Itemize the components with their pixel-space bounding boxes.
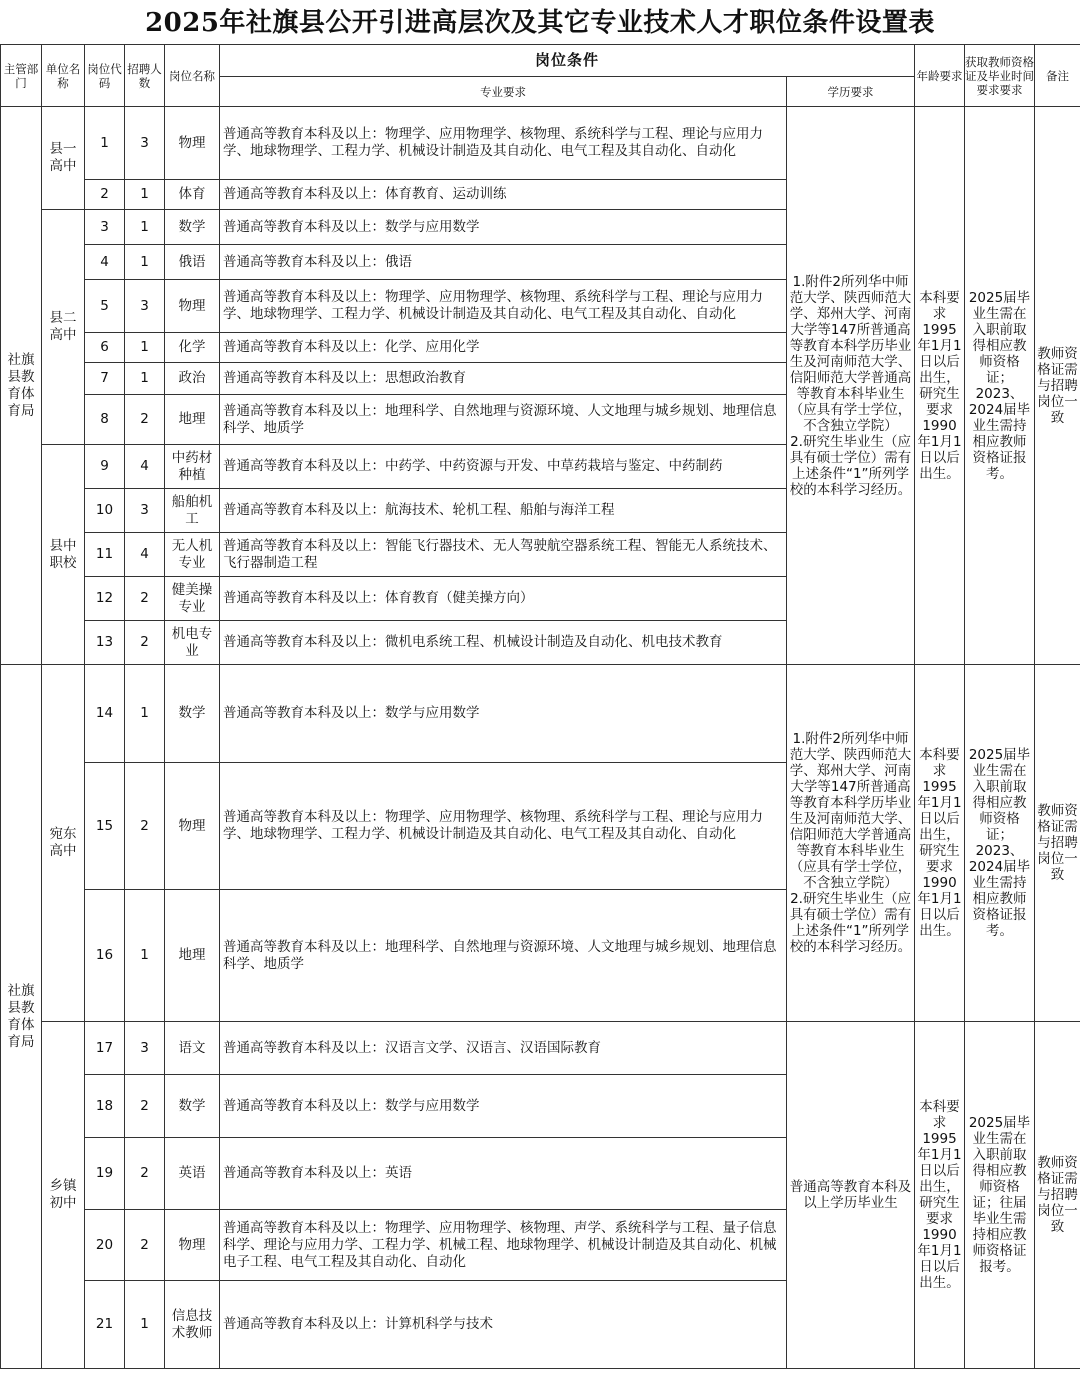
dept-cell: 社旗县教育体育局 xyxy=(1,107,42,665)
unit-cell: 县一高中 xyxy=(42,107,85,210)
count-cell: 2 xyxy=(125,1075,165,1138)
cert-cell: 2025届毕业生需在入职前取得相应教师资格证；2023、2024届毕业生需持相应教师资格证报考。 xyxy=(965,665,1035,1022)
header-education: 学历要求 xyxy=(787,77,915,107)
code-cell: 3 xyxy=(85,210,125,245)
cert-cell: 2025届毕业生需在入职前取得相应教师资格证；2023、2024届毕业生需持相应教师资格证报考。 xyxy=(965,107,1035,665)
remark-cell: 教师资格证需与招聘岗位一致 xyxy=(1035,1022,1080,1369)
cert-cell: 2025届毕业生需在入职前取得相应教师资格证；往届毕业生需持相应教师资格证报考。 xyxy=(965,1022,1035,1369)
major-cell: 普通高等教育本科及以上：思想政治教育 xyxy=(220,363,787,395)
major-cell: 普通高等教育本科及以上：计算机科学与技术 xyxy=(220,1281,787,1369)
major-cell: 普通高等教育本科及以上：化学、应用化学 xyxy=(220,333,787,363)
count-cell: 2 xyxy=(125,577,165,621)
position-cell: 信息技术教师 xyxy=(165,1281,220,1369)
code-cell: 1 xyxy=(85,107,125,180)
header-count: 招聘人数 xyxy=(125,45,165,107)
position-cell: 物理 xyxy=(165,107,220,180)
dept-cell: 社旗县教育体育局 xyxy=(1,665,42,1369)
code-cell: 8 xyxy=(85,395,125,445)
header-major: 专业要求 xyxy=(220,77,787,107)
major-cell: 普通高等教育本科及以上：地理科学、自然地理与资源环境、人文地理与城乡规划、地理信息科学、地质学 xyxy=(220,890,787,1022)
code-cell: 11 xyxy=(85,533,125,577)
remark-cell: 教师资格证需与招聘岗位一致 xyxy=(1035,665,1080,1022)
position-cell: 无人机专业 xyxy=(165,533,220,577)
age-cell: 本科要求1995年1月1日以后出生，研究生要求1990年1月1日以后出生。 xyxy=(915,1022,965,1369)
major-cell: 普通高等教育本科及以上：数学与应用数学 xyxy=(220,1075,787,1138)
education-cell: 1.附件2所列华中师范大学、陕西师范大学、郑州大学、河南大学等147所普通高等教育本科学历毕业生及河南师范大学、信阳师范大学普通高等教育本科毕业生（应具有学士学位，不含独立学院） 2.研究生毕业生（应具有硕士学位）需有上述条件“1”所列学校的本科学习经历。 xyxy=(787,107,915,665)
count-cell: 3 xyxy=(125,1022,165,1075)
major-cell: 普通高等教育本科及以上：航海技术、轮机工程、船舶与海洋工程 xyxy=(220,489,787,533)
code-cell: 17 xyxy=(85,1022,125,1075)
major-cell: 普通高等教育本科及以上：汉语言文学、汉语言、汉语国际教育 xyxy=(220,1022,787,1075)
position-cell: 数学 xyxy=(165,1075,220,1138)
count-cell: 1 xyxy=(125,890,165,1022)
major-cell: 普通高等教育本科及以上：体育教育、运动训练 xyxy=(220,180,787,210)
unit-cell: 县中职校 xyxy=(42,445,85,665)
code-cell: 19 xyxy=(85,1138,125,1210)
count-cell: 3 xyxy=(125,489,165,533)
major-cell: 普通高等教育本科及以上：英语 xyxy=(220,1138,787,1210)
code-cell: 16 xyxy=(85,890,125,1022)
age-cell: 本科要求1995年1月1日以后出生，研究生要求1990年1月1日以后出生。 xyxy=(915,665,965,1022)
count-cell: 1 xyxy=(125,210,165,245)
position-cell: 机电专业 xyxy=(165,621,220,665)
count-cell: 2 xyxy=(125,1210,165,1281)
code-cell: 18 xyxy=(85,1075,125,1138)
code-cell: 2 xyxy=(85,180,125,210)
count-cell: 4 xyxy=(125,445,165,489)
count-cell: 1 xyxy=(125,333,165,363)
major-cell: 普通高等教育本科及以上：体育教育（健美操方向） xyxy=(220,577,787,621)
code-cell: 9 xyxy=(85,445,125,489)
major-cell: 普通高等教育本科及以上：物理学、应用物理学、核物理、声学、系统科学与工程、量子信息科学、理论与应用力学、工程力学、机械工程、地球物理学、机械设计制造及其自动化、机械电子工程、电气工程及其自动化、自动化 xyxy=(220,1210,787,1281)
position-cell: 政治 xyxy=(165,363,220,395)
position-cell: 英语 xyxy=(165,1138,220,1210)
code-cell: 21 xyxy=(85,1281,125,1369)
count-cell: 1 xyxy=(125,180,165,210)
unit-cell: 县二高中 xyxy=(42,210,85,445)
unit-cell: 乡镇初中 xyxy=(42,1022,85,1369)
major-cell: 普通高等教育本科及以上：俄语 xyxy=(220,245,787,280)
code-cell: 6 xyxy=(85,333,125,363)
position-cell: 体育 xyxy=(165,180,220,210)
position-cell: 语文 xyxy=(165,1022,220,1075)
position-cell: 船舶机工 xyxy=(165,489,220,533)
major-cell: 普通高等教育本科及以上：数学与应用数学 xyxy=(220,665,787,763)
code-cell: 4 xyxy=(85,245,125,280)
position-cell: 数学 xyxy=(165,665,220,763)
position-cell: 中药材种植 xyxy=(165,445,220,489)
position-cell: 物理 xyxy=(165,1210,220,1281)
remark-cell: 教师资格证需与招聘岗位一致 xyxy=(1035,107,1080,665)
position-cell: 地理 xyxy=(165,890,220,1022)
code-cell: 14 xyxy=(85,665,125,763)
age-cell: 本科要求1995年1月1日以后出生，研究生要求1990年1月1日以后出生。 xyxy=(915,107,965,665)
count-cell: 3 xyxy=(125,107,165,180)
count-cell: 2 xyxy=(125,763,165,890)
unit-cell: 宛东高中 xyxy=(42,665,85,1022)
position-cell: 物理 xyxy=(165,763,220,890)
code-cell: 10 xyxy=(85,489,125,533)
major-cell: 普通高等教育本科及以上：数学与应用数学 xyxy=(220,210,787,245)
table-row xyxy=(1,665,1080,763)
code-cell: 5 xyxy=(85,280,125,333)
count-cell: 1 xyxy=(125,363,165,395)
code-cell: 13 xyxy=(85,621,125,665)
header-dept: 主管部门 xyxy=(1,45,42,107)
header-code: 岗位代码 xyxy=(85,45,125,107)
education-cell: 普通高等教育本科及以上学历毕业生 xyxy=(787,1022,915,1369)
code-cell: 12 xyxy=(85,577,125,621)
major-cell: 普通高等教育本科及以上：物理学、应用物理学、核物理、系统科学与工程、理论与应用力学、地球物理学、工程力学、机械设计制造及其自动化、电气工程及其自动化、自动化 xyxy=(220,763,787,890)
code-cell: 20 xyxy=(85,1210,125,1281)
count-cell: 2 xyxy=(125,395,165,445)
major-cell: 普通高等教育本科及以上：地理科学、自然地理与资源环境、人文地理与城乡规划、地理信息科学、地质学 xyxy=(220,395,787,445)
header-position: 岗位名称 xyxy=(165,45,220,107)
position-cell: 物理 xyxy=(165,280,220,333)
education-cell: 1.附件2所列华中师范大学、陕西师范大学、郑州大学、河南大学等147所普通高等教育本科学历毕业生及河南师范大学、信阳师范大学普通高等教育本科毕业生（应具有学士学位，不含独立学院） 2.研究生毕业生（应具有硕士学位）需有上述条件“1”所列学校的本科学习经历。 xyxy=(787,665,915,1022)
header-remark: 备注 xyxy=(1035,45,1080,107)
position-cell: 地理 xyxy=(165,395,220,445)
position-cell: 俄语 xyxy=(165,245,220,280)
header-unit: 单位名称 xyxy=(42,45,85,107)
code-cell: 7 xyxy=(85,363,125,395)
code-cell: 15 xyxy=(85,763,125,890)
count-cell: 1 xyxy=(125,1281,165,1369)
table-row xyxy=(1,107,1080,180)
major-cell: 普通高等教育本科及以上：中药学、中药资源与开发、中草药栽培与鉴定、中药制药 xyxy=(220,445,787,489)
position-cell: 化学 xyxy=(165,333,220,363)
header-conditions: 岗位条件 xyxy=(220,45,915,77)
position-cell: 健美操专业 xyxy=(165,577,220,621)
positions-table xyxy=(0,44,1080,1369)
count-cell: 4 xyxy=(125,533,165,577)
position-cell: 数学 xyxy=(165,210,220,245)
header-age: 年龄要求 xyxy=(915,45,965,107)
count-cell: 3 xyxy=(125,280,165,333)
header-cert: 获取教师资格证及毕业时间要求要求 xyxy=(965,45,1035,107)
table-row xyxy=(1,1022,1080,1075)
count-cell: 1 xyxy=(125,245,165,280)
count-cell: 2 xyxy=(125,621,165,665)
count-cell: 1 xyxy=(125,665,165,763)
count-cell: 2 xyxy=(125,1138,165,1210)
major-cell: 普通高等教育本科及以上：微机电系统工程、机械设计制造及自动化、机电技术教育 xyxy=(220,621,787,665)
page-title: 2025年社旗县公开引进高层次及其它专业技术人才职位条件设置表 xyxy=(145,8,935,38)
major-cell: 普通高等教育本科及以上：物理学、应用物理学、核物理、系统科学与工程、理论与应用力学、地球物理学、工程力学、机械设计制造及其自动化、电气工程及其自动化、自动化 xyxy=(220,107,787,180)
major-cell: 普通高等教育本科及以上：物理学、应用物理学、核物理、系统科学与工程、理论与应用力学、地球物理学、工程力学、机械设计制造及其自动化、电气工程及其自动化、自动化 xyxy=(220,280,787,333)
major-cell: 普通高等教育本科及以上：智能飞行器技术、无人驾驶航空器系统工程、智能无人系统技术、飞行器制造工程 xyxy=(220,533,787,577)
